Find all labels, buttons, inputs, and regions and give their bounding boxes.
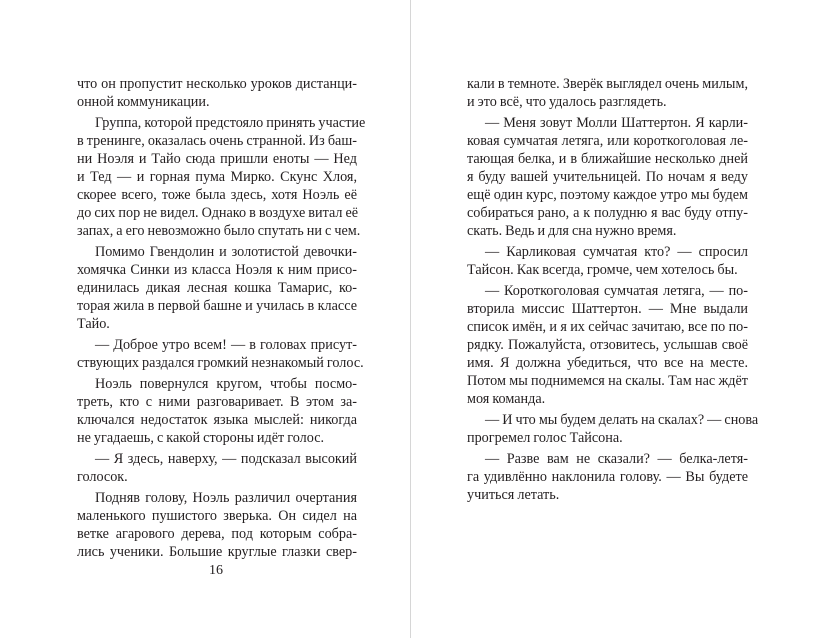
text-line: га удивлённо наклонила голову. — Вы будете	[467, 469, 748, 485]
left-page-text	[77, 75, 366, 561]
text-line: онной коммуникации.	[77, 94, 210, 110]
text-line: и Тед — и горная пума Мирко. Скунс Хлоя,	[77, 169, 357, 185]
paragraph	[77, 450, 357, 486]
text-line: ковая сумчатая летяга, или короткоголовая ле-	[467, 133, 748, 149]
text-line: ключался недостаток языка мыслей: никогда	[77, 412, 357, 428]
text-line: запах, а его невозможно было спутать ни с чем.	[77, 223, 361, 239]
text-line: — Меня зовут Молли Шаттертон. Я карли-	[485, 115, 748, 131]
text-line: Помимо Гвендолин и золотистой девочки-	[95, 244, 357, 260]
text-line: — И что мы будем делать на скалах? — снова	[485, 412, 759, 428]
text-line: хомячка Синки из класса Ноэля к ним присо-	[77, 262, 357, 278]
paragraph	[77, 75, 357, 111]
text-line: — Короткоголовая сумчатая летяга, — по-	[485, 283, 748, 299]
text-line: ещё один курс, поэтому каждое утро мы будем	[467, 187, 748, 203]
text-line: учиться летать.	[467, 487, 560, 503]
book-gutter	[410, 0, 411, 638]
text-line: ветке агарового дерева, под которым собра-	[77, 526, 357, 542]
text-line: Подняв голову, Ноэль различил очертания	[95, 490, 357, 506]
right-page-text	[467, 75, 759, 504]
page-number: 16	[209, 563, 223, 578]
text-line: рядку. Пожалуйста, отзовитесь, услышав своё	[467, 337, 748, 353]
text-line: в тренинге, оказалась очень странной. Из баш-	[77, 133, 357, 149]
text-line: — Доброе утро всем! — в головах присут-	[95, 337, 357, 353]
text-line: — Разве вам не сказали? — белка-летя-	[485, 451, 748, 467]
text-line: маленького пушистого зверька. Он сидел на	[77, 508, 357, 524]
text-line: — Я здесь, наверху, — подсказал высокий	[95, 451, 357, 467]
text-line: и это всё, что удалось разглядеть.	[467, 94, 667, 110]
text-line: лись ученики. Большие круглые глазки свер-	[77, 544, 357, 560]
text-line: не угадаешь, с какой стороны идёт голос.	[77, 430, 325, 446]
text-line: голосок.	[77, 469, 128, 485]
text-line: единилась дикая лесная кошка Тамарис, ко-	[77, 280, 357, 296]
paragraph	[467, 114, 748, 240]
paragraph	[77, 489, 357, 561]
text-line: прогремел голос Тайсона.	[467, 430, 623, 446]
text-line: скорее всего, тоже была здесь, хотя Ноэль её	[77, 187, 357, 203]
paragraph	[467, 450, 748, 504]
text-line: имя. Я должна убедиться, что все на месте.	[467, 355, 748, 371]
text-line: моя команда.	[467, 391, 546, 407]
text-line: я буду вашей учительницей. По ночам я веду	[467, 169, 748, 185]
text-line: — Карликовая сумчатая кто? — спросил	[485, 244, 748, 260]
paragraph	[467, 411, 759, 447]
text-line: тающая белка, и в ближайшие несколько дней	[467, 151, 748, 167]
text-line: Тайсон. Как всегда, громче, чем хотелось бы.	[467, 262, 738, 278]
paragraph	[467, 75, 748, 111]
text-line: собираться рано, а к полудню я вас буду отпу-	[467, 205, 748, 221]
text-line: вторила миссис Шаттертон. — Мне выдали	[467, 301, 748, 317]
paragraph	[77, 375, 357, 447]
text-line: Ноэль повернулся кругом, чтобы посмо-	[95, 376, 357, 392]
text-line: треть, кто с ними разговаривает. В этом за-	[77, 394, 357, 410]
text-line: ствующих раздался громкий незнакомый голос.	[77, 355, 364, 371]
text-line: Группа, которой предстояло принять участие	[95, 115, 366, 131]
text-line: Тайо.	[77, 316, 110, 332]
text-line: до сих пор не видел. Однако в воздухе витал её	[77, 205, 359, 221]
paragraph	[77, 336, 364, 372]
text-line: Потом мы поднимемся на скалы. Там нас ждёт	[467, 373, 748, 389]
paragraph	[77, 243, 357, 333]
text-line: торая жила в первой башне и училась в классе	[77, 298, 357, 314]
text-line: скать. Ведь и для сна нужно время.	[467, 223, 677, 239]
paragraph	[467, 282, 748, 408]
text-line: кали в темноте. Зверёк выглядел очень милым,	[467, 76, 748, 92]
text-line: ни Ноэля и Тайо сюда пришли еноты — Нед	[77, 151, 357, 167]
text-line: список имён, и я их сейчас зачитаю, все по по-	[467, 319, 748, 335]
paragraph	[77, 114, 366, 240]
text-line: что он пропустит несколько уроков дистанци-	[77, 76, 357, 92]
paragraph	[467, 243, 748, 279]
